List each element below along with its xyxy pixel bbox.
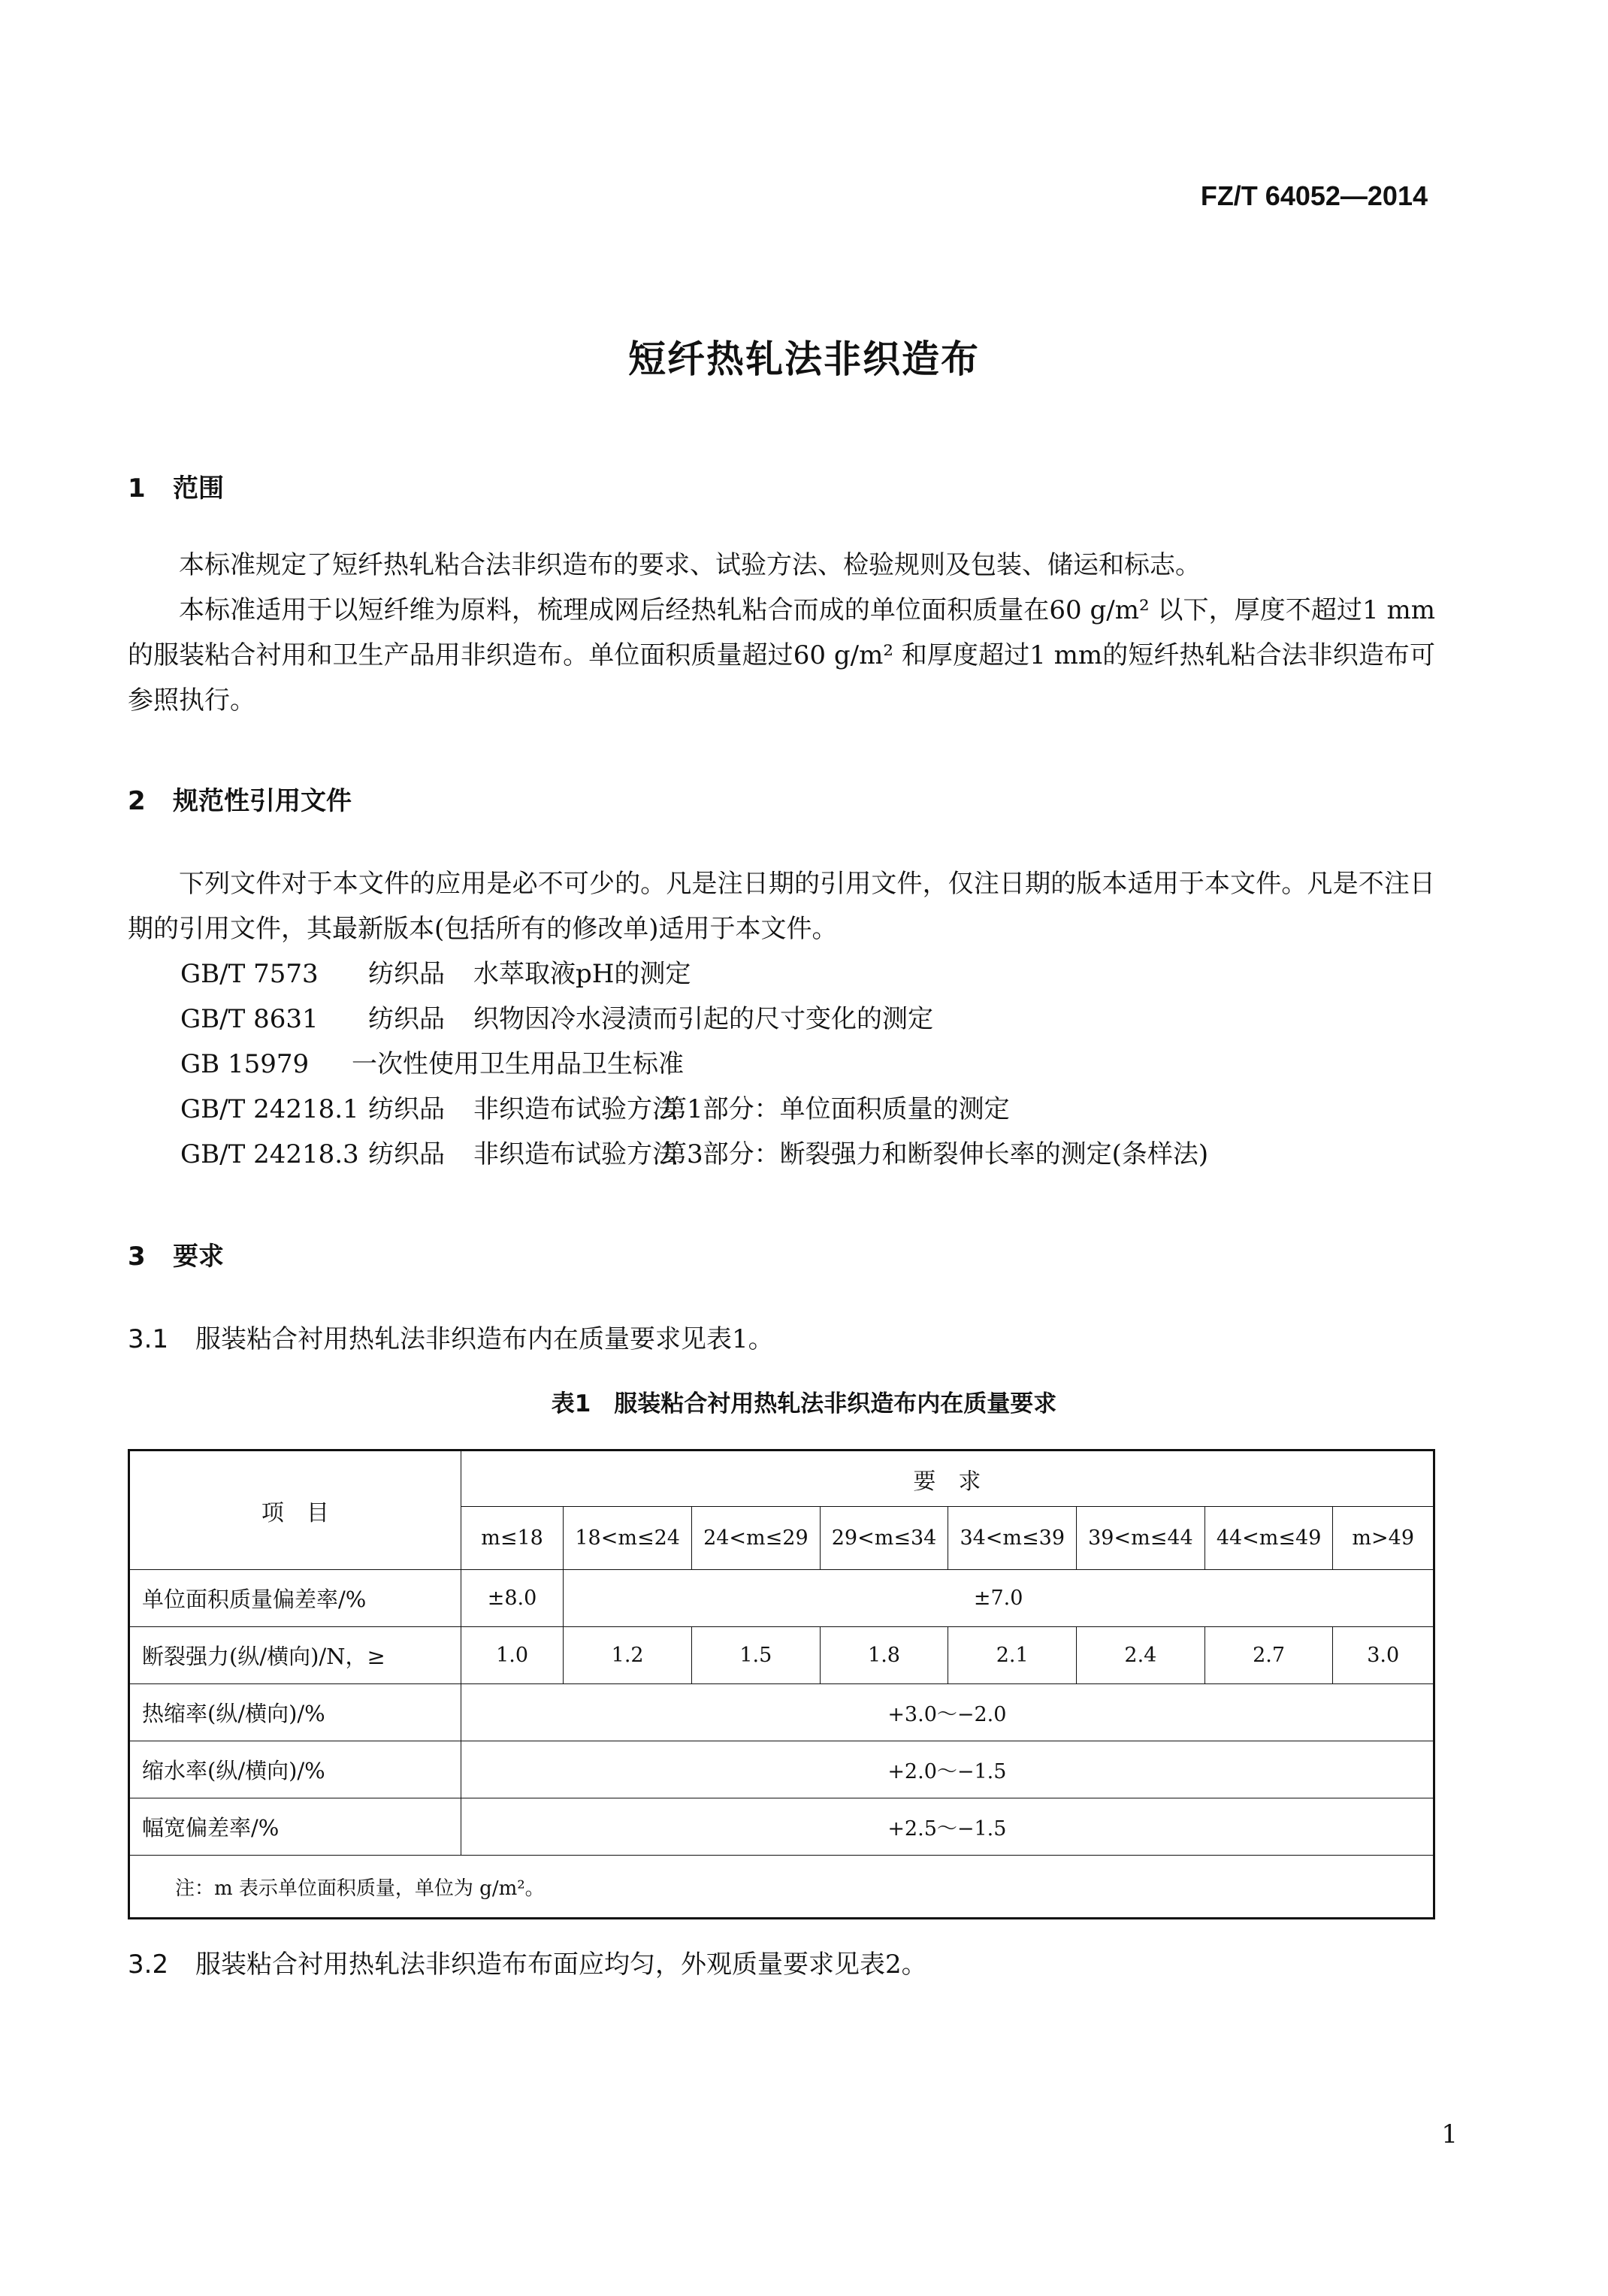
row-label: 缩水率(纵/横向)/% [129, 1741, 461, 1798]
table-cell: 1.8 [820, 1627, 948, 1684]
item-header: 项 目 [129, 1451, 461, 1570]
row-label: 断裂强力(纵/横向)/N，≥ [129, 1627, 461, 1684]
ref-code: GB/T 8631 [180, 1004, 319, 1034]
section-3-heading [128, 1236, 224, 1272]
table-cell: 1.0 [461, 1627, 564, 1684]
normative-references-list [180, 951, 1208, 1177]
clause-number: 3.1 [128, 1324, 169, 1354]
table-cell: 1.2 [564, 1627, 692, 1684]
table-cell: ±8.0 [461, 1570, 564, 1627]
clause-text: 服装粘合衬用热轧法非织造布内在质量要求见表1。 [195, 1324, 774, 1354]
ref-domain: 纺织品 [368, 1139, 445, 1169]
table-cell: 2.4 [1077, 1627, 1205, 1684]
row-label: 单位面积质量偏差率/% [129, 1570, 461, 1627]
ref-code: GB/T 24218.3 [180, 1139, 359, 1169]
requirement-header: 要 求 [461, 1451, 1434, 1507]
table-cell: 3.0 [1333, 1627, 1434, 1684]
table-note-row [129, 1856, 1434, 1919]
ref-title: 非织造布试验方法 [473, 1139, 678, 1169]
mass-range-cell: 29<m≤34 [820, 1507, 948, 1570]
ref-title: 织物因冷水浸渍而引起的尺寸变化的测定 [473, 1004, 933, 1034]
paragraph: 本标准适用于以短纤维为原料，梳理成网后经热轧粘合而成的单位面积质量在60 g/m² 以下，厚度不超过1 mm的服装粘合衬用和卫生产品用非织造布。单位面积质量超过60 g/m² 和厚度超过1 mm的短纤热轧粘合法非织造布可参照执行。 [128, 595, 1435, 715]
clause-3-1 [128, 1318, 774, 1355]
page-number: 1 [1441, 2119, 1458, 2149]
table-cell: 2.7 [1204, 1627, 1333, 1684]
ref-part: 第3部分：断裂强力和断裂伸长率的测定(条样法) [661, 1139, 1209, 1169]
section-2-heading [128, 780, 352, 817]
clause-number: 3.2 [128, 1950, 169, 1980]
ref-title: 非织造布试验方法 [473, 1094, 678, 1124]
section-title: 要求 [173, 1242, 224, 1272]
mass-range-cell: 44<m≤49 [1204, 1507, 1333, 1570]
ref-part: 第1部分：单位面积质量的测定 [661, 1094, 1010, 1124]
ref-code: GB 15979 [180, 1049, 310, 1079]
reference-item [180, 997, 1208, 1042]
paragraph: 本标准规定了短纤热轧粘合法非织造布的要求、试验方法、检验规则及包装、储运和标志。 [179, 550, 1201, 580]
ref-title: 水萃取液pH的测定 [473, 959, 691, 989]
reference-item [180, 1132, 1208, 1177]
ref-title: 一次性使用卫生用品卫生标准 [352, 1049, 684, 1079]
ref-domain: 纺织品 [368, 1094, 445, 1124]
mass-range-cell: m≤18 [461, 1507, 564, 1570]
table-row [129, 1684, 1434, 1741]
section-title: 规范性引用文件 [173, 786, 352, 816]
table-note: 注：m 表示单位面积质量，单位为 g/m²。 [129, 1856, 1434, 1919]
clause-text: 服装粘合衬用热轧法非织造布布面应均匀，外观质量要求见表2。 [195, 1950, 927, 1980]
table-row [129, 1741, 1434, 1798]
section-title: 范围 [173, 473, 224, 504]
table-caption: 表1 服装粘合衬用热轧法非织造布内在质量要求 [551, 1390, 1057, 1417]
section-number: 3 [128, 1242, 146, 1272]
table-cell: 1.5 [692, 1627, 821, 1684]
table-row [129, 1798, 1434, 1856]
quality-requirements-table [128, 1449, 1435, 1919]
table-row [129, 1570, 1434, 1627]
table-cell: +3.0～−2.0 [461, 1684, 1434, 1741]
mass-range-cell: 24<m≤29 [692, 1507, 821, 1570]
mass-range-cell: m>49 [1333, 1507, 1434, 1570]
reference-item [180, 951, 1208, 997]
section-number: 2 [128, 786, 146, 816]
clause-3-2 [128, 1944, 927, 1980]
row-label: 热缩率(纵/横向)/% [129, 1684, 461, 1741]
table-cell: +2.5～−1.5 [461, 1798, 1434, 1856]
paragraph: 下列文件对于本文件的应用是必不可少的。凡是注日期的引用文件，仅注日期的版本适用于本文件。凡是不注日期的引用文件，其最新版本(包括所有的修改单)适用于本文件。 [128, 869, 1435, 944]
table-cell: +2.0～−1.5 [461, 1741, 1434, 1798]
ref-code: GB/T 7573 [180, 959, 319, 989]
table-header-row [129, 1451, 1434, 1507]
table-cell: 2.1 [948, 1627, 1077, 1684]
reference-item [180, 1087, 1208, 1132]
mass-range-cell: 39<m≤44 [1077, 1507, 1205, 1570]
section-2-intro [128, 861, 1435, 951]
standard-code: FZ/T 64052—2014 [1200, 180, 1428, 211]
section-1-heading [128, 467, 224, 504]
table-row [129, 1627, 1434, 1684]
ref-domain: 纺织品 [368, 1004, 445, 1034]
table-cell: ±7.0 [564, 1570, 1434, 1627]
mass-range-cell: 18<m≤24 [564, 1507, 692, 1570]
ref-domain: 纺织品 [368, 959, 445, 989]
document-title: 短纤热轧法非织造布 [628, 337, 980, 381]
mass-range-cell: 34<m≤39 [948, 1507, 1077, 1570]
reference-item [180, 1042, 1208, 1087]
section-1-body [128, 543, 1435, 723]
ref-code: GB/T 24218.1 [180, 1094, 359, 1124]
section-number: 1 [128, 473, 146, 504]
row-label: 幅宽偏差率/% [129, 1798, 461, 1856]
